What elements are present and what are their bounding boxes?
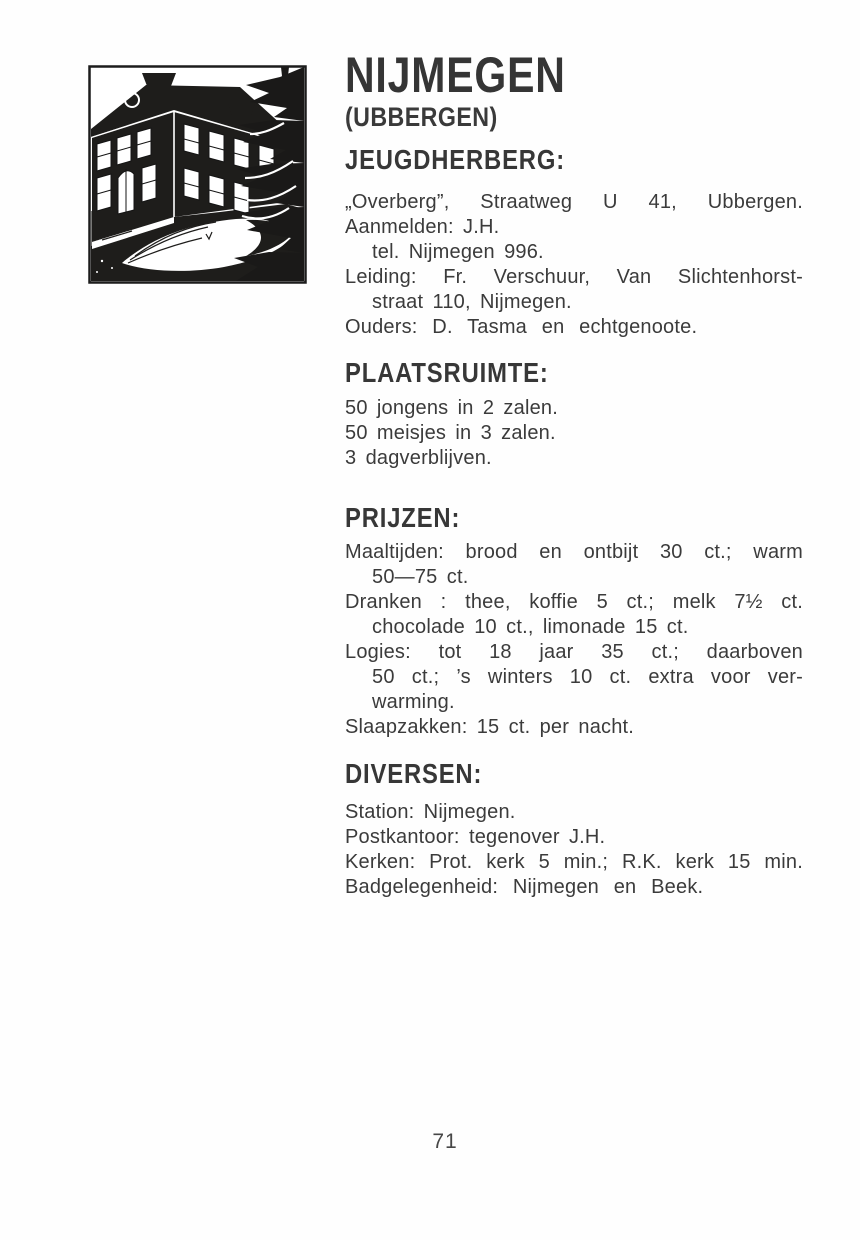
text-line: Postkantoor: tegenover J.H. bbox=[345, 826, 606, 848]
section-heading-diversen: DIVERSEN: bbox=[345, 758, 483, 789]
section-diversen bbox=[345, 800, 803, 900]
hostel-illustration bbox=[88, 65, 307, 284]
text-line: 50 ct.; ’s winters 10 ct. extra voor ver- bbox=[372, 666, 803, 688]
section-jeugdherberg bbox=[345, 190, 803, 340]
text-line: warming. bbox=[372, 691, 455, 713]
text-line: chocolade 10 ct., limonade 15 ct. bbox=[372, 616, 689, 638]
text-line: „Overberg”, Straatweg U 41, Ubbergen. bbox=[345, 191, 803, 213]
text-line: Ouders: D. Tasma en echtgenoote. bbox=[345, 316, 698, 338]
section-plaatsruimte bbox=[345, 396, 803, 471]
text-line: tel. Nijmegen 996. bbox=[372, 241, 544, 263]
text-line: Station: Nijmegen. bbox=[345, 801, 516, 823]
section-heading-prijzen: PRIJZEN: bbox=[345, 502, 461, 533]
text-line: 50 jongens in 2 zalen. bbox=[345, 397, 558, 419]
text-line: Leiding: Fr. Verschuur, Van Slichtenhorst- bbox=[345, 266, 803, 288]
text-line: Logies: tot 18 jaar 35 ct.; daarboven bbox=[345, 641, 803, 663]
text-line: Aanmelden: J.H. bbox=[345, 216, 500, 238]
text-line: Kerken: Prot. kerk 5 min.; R.K. kerk 15 min. bbox=[345, 851, 803, 873]
text-line: Dranken : thee, koffie 5 ct.; melk 7½ ct. bbox=[345, 591, 803, 613]
page-number: 71 bbox=[432, 1130, 458, 1153]
text-line: 3 dagverblijven. bbox=[345, 447, 492, 469]
text-line: Maaltijden: brood en ontbijt 30 ct.; warm bbox=[345, 541, 803, 563]
text-line: 50 meisjes in 3 zalen. bbox=[345, 422, 556, 444]
section-prijzen bbox=[345, 540, 803, 740]
section-heading-jeugdherberg: JEUGDHERBERG: bbox=[345, 144, 565, 175]
section-heading-plaatsruimte: PLAATSRUIMTE: bbox=[345, 357, 549, 388]
page-title: NIJMEGEN bbox=[345, 47, 566, 103]
text-line: straat 110, Nijmegen. bbox=[372, 291, 572, 313]
page-subtitle: (UBBERGEN) bbox=[345, 102, 498, 132]
text-line: Badgelegenheid: Nijmegen en Beek. bbox=[345, 876, 704, 898]
text-line: 50—75 ct. bbox=[372, 566, 469, 588]
text-line: Slaapzakken: 15 ct. per nacht. bbox=[345, 716, 635, 738]
